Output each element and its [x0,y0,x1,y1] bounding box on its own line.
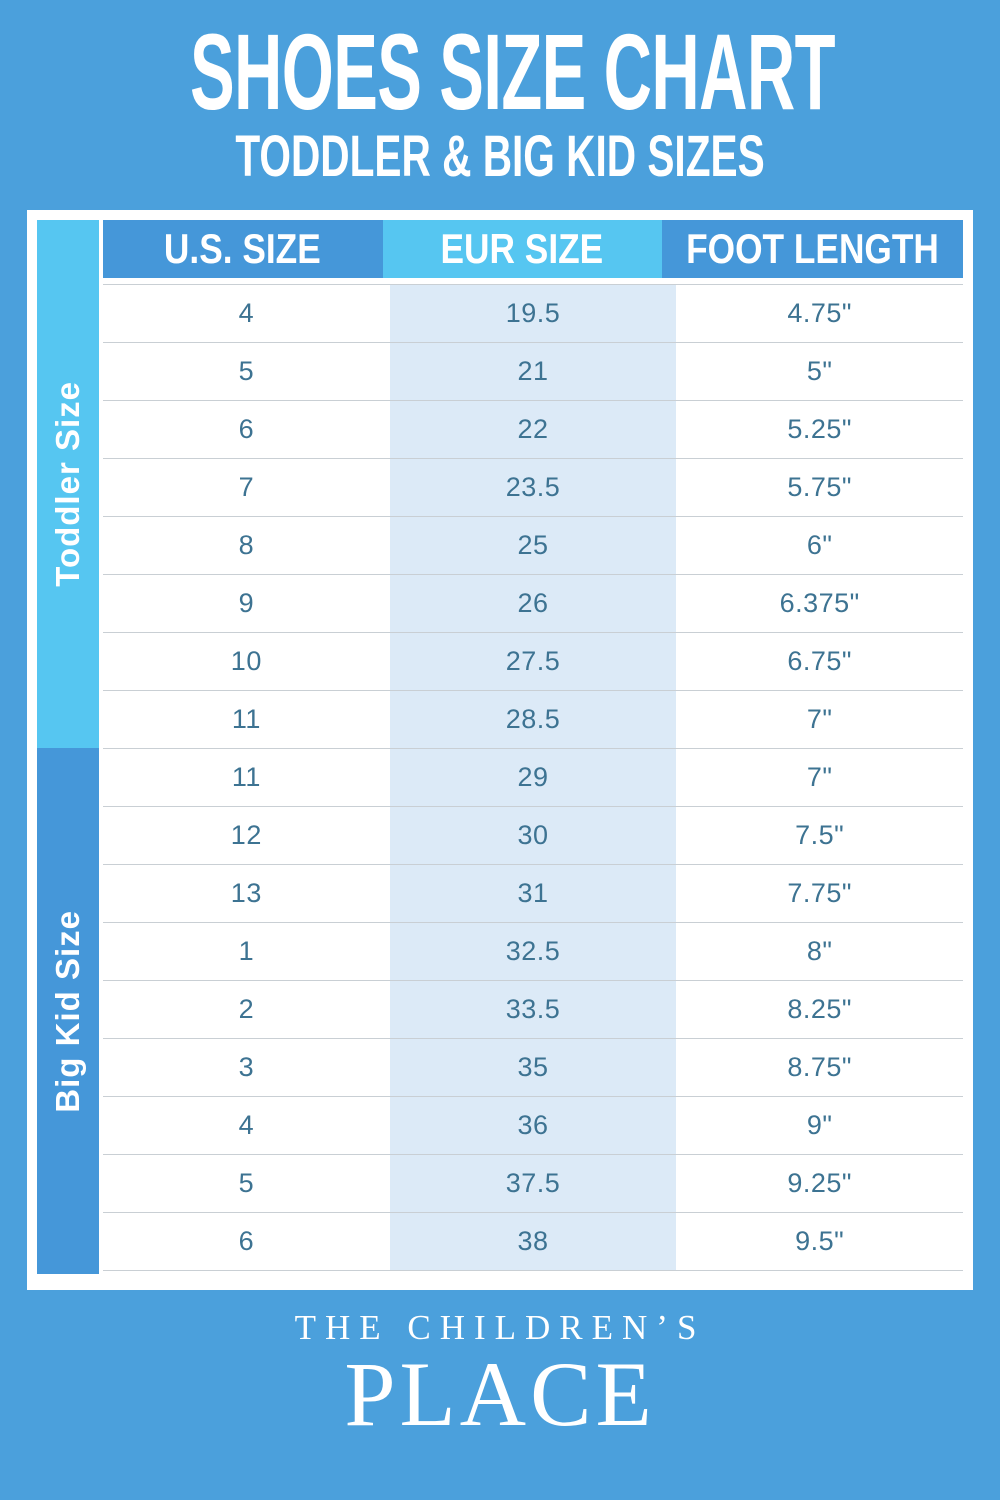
table-cell: 9" [806,1110,833,1140]
table-cell: 25 [390,517,677,574]
column-header-foot-length [662,220,963,278]
table-cell: 35 [390,1039,677,1096]
table-cell: 11 [231,704,261,734]
table-cell: 4 [238,1110,255,1140]
table-cell: 7 [238,472,255,502]
table-cell: 8.25" [787,994,852,1024]
table-cell: 13 [230,878,262,908]
size-chart-card [27,210,973,1290]
brand-name-top: THE CHILDREN’S [294,1308,706,1347]
table-cell: 7.75" [787,878,852,908]
table-cell: 2 [238,994,255,1024]
table-cell: 6 [238,1226,255,1256]
table-cell: 28.5 [390,691,677,748]
table-cell: 5 [238,356,255,386]
table-cell: 4.75" [787,298,852,328]
sidebar [37,220,99,1280]
sidebar-section-big-kid [37,748,99,1274]
table-row [103,1154,963,1212]
table-row [103,1096,963,1154]
table-cell: 10 [230,646,262,676]
table-cell: 37.5 [390,1155,677,1212]
table-cell: 31 [390,865,677,922]
table-cell: 23.5 [390,459,677,516]
table-cell: 1 [238,936,255,966]
table-cell: 26 [390,575,677,632]
table-cell: 7" [806,762,833,792]
table-cell: 7" [806,704,833,734]
brand-name-bottom: PLACE [344,1343,656,1445]
table-row [103,690,963,748]
table-cell: 4 [238,298,255,328]
table-cell: 36 [390,1097,677,1154]
table-row [103,284,963,342]
table-cell: 27.5 [390,633,677,690]
table-cell: 11 [231,762,261,792]
table-cell: 6 [238,414,255,444]
table-cell: 8" [806,936,833,966]
table-header-row [103,220,963,278]
table-row [103,864,963,922]
table-row [103,806,963,864]
column-header-label: FOOT LENGTH [686,225,939,272]
column-header-label: U.S. SIZE [164,225,322,272]
table-row [103,458,963,516]
table-cell: 7.5" [795,820,845,850]
sidebar-section-label: Big Kid Size [49,909,86,1113]
table-cell: 5.75" [787,472,852,502]
table-row [103,574,963,632]
table-cell: 33.5 [390,981,677,1038]
table-row [103,516,963,574]
brand-logo [0,1308,1000,1445]
table-cell: 5 [238,1168,255,1198]
sidebar-section-toddler [37,220,99,748]
table-cell: 21 [390,343,677,400]
table-row [103,632,963,690]
column-header-label: EUR SIZE [440,225,604,272]
size-table [103,220,963,1280]
table-cell: 8.75" [787,1052,852,1082]
table-cell: 22 [390,401,677,458]
table-row [103,922,963,980]
table-cell: 6.375" [779,588,860,618]
table-row [103,980,963,1038]
table-body [103,284,963,1271]
table-cell: 9.25" [787,1168,852,1198]
table-cell: 5" [806,356,833,386]
table-cell: 30 [390,807,677,864]
table-cell: 6.75" [787,646,852,676]
column-header-eur-size [383,220,663,278]
table-cell: 3 [238,1052,255,1082]
table-row [103,400,963,458]
table-row [103,342,963,400]
page-subtitle: TODDLER & BIG KID SIZES [235,124,765,189]
size-chart-card-inner [37,220,963,1280]
table-row [103,1038,963,1096]
page-heading [0,11,1000,189]
table-row [103,1212,963,1270]
table-cell: 9 [238,588,255,618]
table-row [103,748,963,806]
column-header-us-size [103,220,383,278]
table-cell: 6" [806,530,833,560]
table-cell: 8 [238,530,255,560]
table-cell: 19.5 [390,285,677,342]
table-cell: 32.5 [390,923,677,980]
table-cell: 9.5" [795,1226,845,1256]
table-cell: 5.25" [787,414,852,444]
sidebar-section-label: Toddler Size [49,381,86,587]
table-cell: 12 [230,820,262,850]
page-title: SHOES SIZE CHART [190,11,835,132]
table-cell: 38 [390,1213,677,1270]
table-cell: 29 [390,749,677,806]
